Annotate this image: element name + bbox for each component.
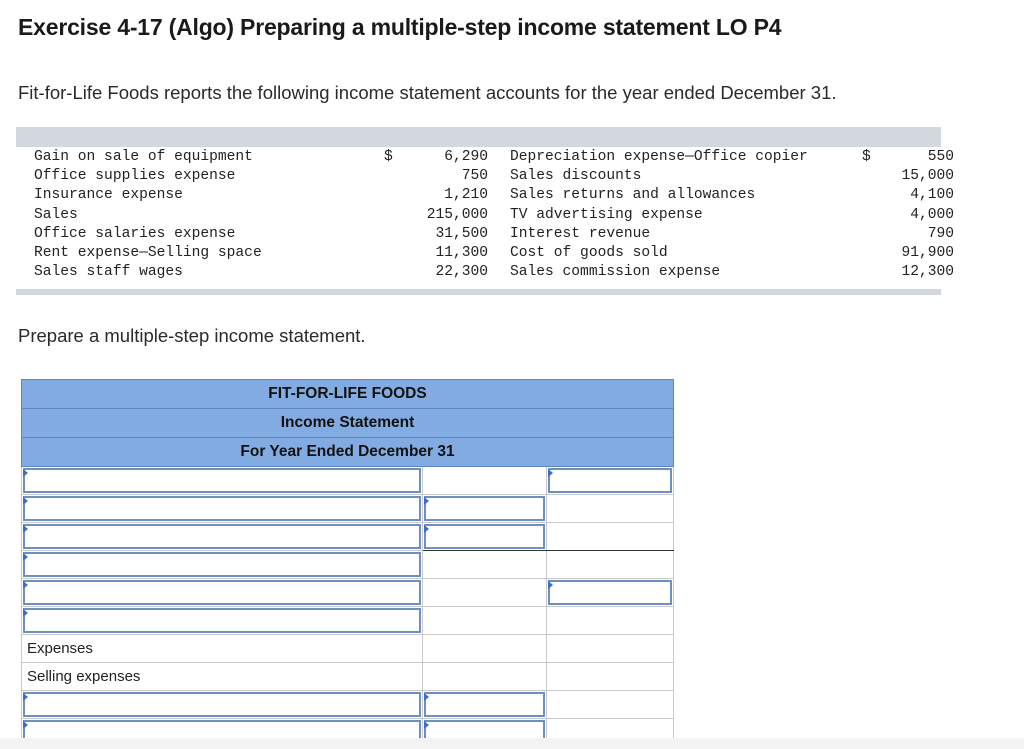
spacer — [488, 148, 510, 167]
dollar-sign — [384, 167, 404, 186]
statement-row — [22, 691, 674, 719]
dollar-sign — [862, 186, 882, 205]
account-name: Sales returns and allowances — [510, 187, 756, 204]
statement-row — [22, 663, 674, 691]
spacer — [488, 206, 510, 225]
account-name: Insurance expense — [34, 187, 183, 204]
dropdown-marker-icon — [23, 721, 28, 729]
company-name-header: FIT-FOR-LIFE FOODS — [22, 380, 674, 409]
account-name: Sales — [34, 206, 78, 223]
instruction-text: Prepare a multiple-step income statement. — [18, 325, 366, 346]
statement-period-header: For Year Ended December 31 — [22, 438, 674, 467]
dollar-sign — [862, 225, 882, 244]
spacer — [488, 186, 510, 205]
account-row — [34, 186, 954, 205]
dropdown-marker-icon — [424, 721, 429, 729]
amount-input[interactable] — [424, 524, 545, 549]
dollar-sign — [862, 244, 882, 263]
page-bottom-strip — [0, 738, 1024, 749]
account-amount: 31,500 — [435, 225, 488, 242]
account-amount: 4,100 — [910, 187, 954, 204]
statement-row — [22, 607, 674, 635]
expenses-label: Expenses — [22, 635, 423, 663]
account-name: Depreciation expense—Office copier — [510, 149, 808, 165]
total-input[interactable] — [548, 580, 672, 605]
account-input[interactable] — [23, 468, 421, 493]
account-amount: 91,900 — [901, 245, 954, 262]
dollar-sign — [862, 167, 882, 186]
dropdown-marker-icon — [23, 609, 28, 617]
account-amount: 790 — [927, 225, 954, 242]
exercise-title: Exercise 4-17 (Algo) Preparing a multiple-step income statement LO P4 — [18, 14, 782, 40]
spacer — [488, 167, 510, 186]
dropdown-marker-icon — [23, 693, 28, 701]
account-name: Interest revenue — [510, 225, 651, 242]
dollar-sign — [862, 206, 882, 225]
amount-input[interactable] — [424, 692, 545, 717]
statement-row — [22, 551, 674, 579]
account-amount: 215,000 — [426, 206, 488, 223]
dropdown-marker-icon — [548, 469, 553, 477]
account-name: Sales staff wages — [34, 264, 183, 281]
account-row — [34, 206, 954, 225]
account-input[interactable] — [23, 524, 421, 549]
account-input[interactable] — [23, 608, 421, 633]
account-amount: 550 — [927, 149, 954, 165]
dropdown-marker-icon — [23, 469, 28, 477]
spacer — [488, 225, 510, 244]
account-input[interactable] — [23, 692, 421, 717]
dollar-sign — [384, 244, 404, 263]
account-row — [34, 263, 954, 282]
dollar-sign: $ — [862, 149, 871, 165]
account-name: Sales discounts — [510, 168, 642, 185]
account-amount: 22,300 — [435, 264, 488, 281]
intro-text: Fit-for-Life Foods reports the following income statement accounts for the year ended December 31. — [18, 82, 837, 103]
dollar-sign — [384, 263, 404, 282]
account-name: Rent expense—Selling space — [34, 245, 262, 262]
selling-expenses-label: Selling expenses — [22, 663, 423, 691]
account-row — [34, 148, 954, 167]
statement-row — [22, 495, 674, 523]
total-input[interactable] — [548, 468, 672, 493]
account-input[interactable] — [23, 552, 421, 577]
account-amount: 6,290 — [444, 149, 488, 165]
dropdown-marker-icon — [424, 525, 429, 533]
dropdown-marker-icon — [424, 693, 429, 701]
dollar-sign — [384, 206, 404, 225]
account-row — [34, 167, 954, 186]
amount-input[interactable] — [424, 496, 545, 521]
income-statement-form — [21, 379, 674, 747]
account-amount: 15,000 — [901, 168, 954, 185]
account-amount: 11,300 — [435, 245, 488, 262]
dollar-sign — [862, 263, 882, 282]
account-amount: 1,210 — [444, 187, 488, 204]
dropdown-marker-icon — [23, 581, 28, 589]
account-row — [34, 244, 954, 263]
account-input[interactable] — [23, 496, 421, 521]
dollar-sign — [384, 225, 404, 244]
statement-row — [22, 467, 674, 495]
accounts-table — [34, 148, 954, 282]
statement-name-header: Income Statement — [22, 409, 674, 438]
statement-row — [22, 635, 674, 663]
account-amount: 4,000 — [910, 206, 954, 223]
dropdown-marker-icon — [424, 497, 429, 505]
dollar-sign: $ — [384, 149, 393, 165]
account-name: Gain on sale of equipment — [34, 149, 253, 165]
account-amount: 12,300 — [901, 264, 954, 281]
account-input[interactable] — [23, 580, 421, 605]
account-amount: 750 — [461, 168, 488, 185]
account-name: Office supplies expense — [34, 168, 236, 185]
dropdown-marker-icon — [23, 553, 28, 561]
dropdown-marker-icon — [23, 525, 28, 533]
dollar-sign — [384, 186, 404, 205]
spacer — [488, 263, 510, 282]
spacer — [488, 244, 510, 263]
statement-row — [22, 523, 674, 551]
statement-row — [22, 579, 674, 607]
account-name: TV advertising expense — [510, 206, 703, 223]
dropdown-marker-icon — [548, 581, 553, 589]
account-name: Cost of goods sold — [510, 245, 668, 262]
dropdown-marker-icon — [23, 497, 28, 505]
account-name: Sales commission expense — [510, 264, 721, 281]
account-name: Office salaries expense — [34, 225, 236, 242]
account-row — [34, 225, 954, 244]
